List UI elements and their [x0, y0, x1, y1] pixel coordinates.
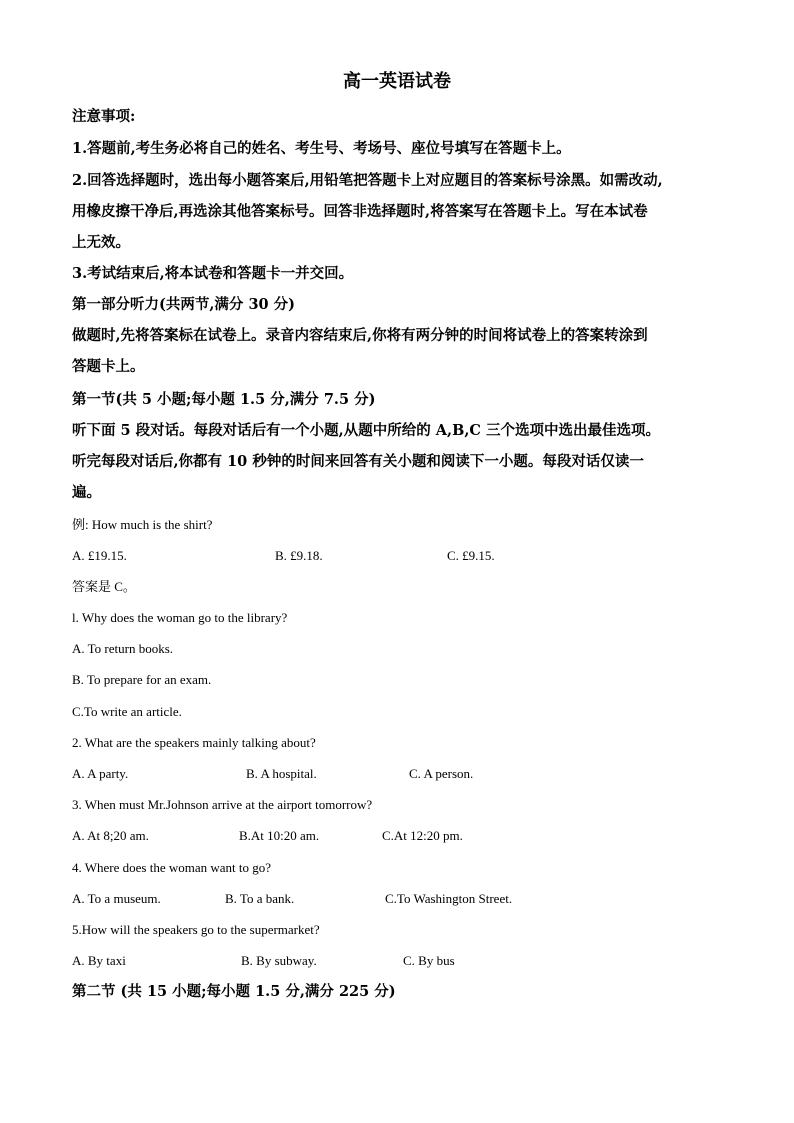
question-4: 4. Where does the woman want to go?: [72, 860, 272, 875]
question-3: 3. When must Mr.Johnson arrive at the airport tomorrow?: [72, 797, 373, 812]
question-5-option-a: A. By taxi: [72, 953, 126, 968]
question-4-option-c: C.To Washington Street.: [385, 891, 513, 906]
section1-instruction-line-1: 听下面 5 段对话。每段对话后有一个小题,从题中所给的 A,B,C 三个选项中选出最佳选项。: [72, 422, 660, 439]
question-1-option-c: C.To write an article.: [72, 704, 182, 719]
question-2-option-a: A. A party.: [72, 766, 129, 781]
example-option-c: C. £9.15.: [447, 548, 495, 563]
question-4-option-a: A. To a museum.: [72, 891, 161, 906]
notice-item-2-line-2: 用橡皮擦干净后,再选涂其他答案标号。回答非选择题时,将答案写在答题卡上。写在本试卷: [72, 203, 648, 220]
part1-intro-line-2: 答题卡上。: [72, 358, 145, 375]
part1-heading: 第一部分听力(共两节,满分 30 分): [72, 296, 296, 313]
example-question: 例: How much is the shirt?: [72, 517, 213, 532]
notice-item-3: 3.考试结束后,将本试卷和答题卡一并交回。: [72, 265, 354, 282]
notice-item-2-line-3: 上无效。: [72, 234, 130, 251]
notice-item-2-line-1: 2.回答选择题时，选出每小题答案后,用铅笔把答题卡上对应题目的答案标号涂黑。如需改动,: [72, 172, 663, 189]
section2-heading: 第二节 (共 15 小题;每小题 1.5 分,满分 225 分): [72, 983, 396, 1000]
question-1-option-b: B. To prepare for an exam.: [72, 672, 212, 687]
question-4-option-b: B. To a bank.: [225, 891, 295, 906]
question-2-option-c: C. A person.: [409, 766, 474, 781]
question-1: l. Why does the woman go to the library?: [72, 610, 288, 625]
question-3-option-b: B.At 10:20 am.: [239, 828, 320, 843]
question-5-option-b: B. By subway.: [241, 953, 317, 968]
question-1-option-a: A. To return books.: [72, 641, 174, 656]
section1-heading: 第一节(共 5 小题;每小题 1.5 分,满分 7.5 分): [72, 391, 376, 408]
example-option-a: A. £19.15.: [72, 548, 127, 563]
part1-intro-line-1: 做题时,先将答案标在试卷上。录音内容结束后,你将有两分钟的时间将试卷上的答案转涂到: [72, 327, 648, 344]
question-2-option-b: B. A hospital.: [246, 766, 317, 781]
notice-item-1: 1.答题前,考生务必将自己的姓名、考生号、考场号、座位号填写在答题卡上。: [72, 140, 571, 157]
section1-instruction-line-3: 遍。: [72, 484, 101, 501]
question-3-option-a: A. At 8;20 am.: [72, 828, 149, 843]
question-3-option-c: C.At 12:20 pm.: [382, 828, 463, 843]
example-answer: 答案是 C。: [72, 579, 136, 594]
notice-heading: 注意事项:: [72, 108, 136, 125]
page-title: 高一英语试卷: [343, 71, 451, 92]
example-option-b: B. £9.18.: [275, 548, 323, 563]
question-5-option-c: C. By bus: [403, 953, 455, 968]
section1-instruction-line-2: 听完每段对话后,你都有 10 秒钟的时间来回答有关小题和阅读下一小题。每段对话仅读一: [72, 453, 644, 470]
question-5: 5.How will the speakers go to the supermarket?: [72, 922, 320, 937]
question-2: 2. What are the speakers mainly talking about?: [72, 735, 316, 750]
